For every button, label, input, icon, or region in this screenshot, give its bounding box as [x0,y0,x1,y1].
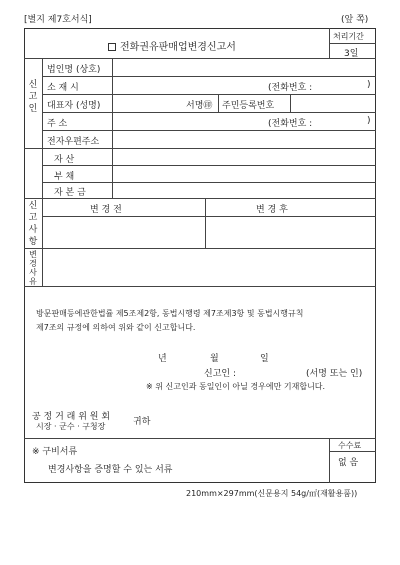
sign-seal-label: 서명㊞ [186,101,213,111]
changes-group-label: 신 고 사 항 [28,201,38,247]
resident-number-label: 주민등록번호 [222,101,275,111]
company-name-label: 법인명 (상호) [47,65,101,75]
capital-label: 자 본 금 [54,188,86,198]
sign-or-seal-label: (서명 또는 인) [306,369,363,379]
domicile-label: 주 소 [47,119,68,129]
form-title-text: 전화권유판매업변경신고서 [120,42,236,53]
representative-label: 대표자 (성명) [47,101,101,111]
reason-group-label: 변 경 사 유 [29,250,37,286]
month-label: 월 [210,354,219,364]
identity-note: ※ 위 신고인과 동일인이 아닐 경우에만 기재합니다. [146,382,326,391]
email-label: 전자우편주소 [47,137,100,147]
fee-label: 수수료 [338,441,362,450]
paper-spec: 210mm×297mm(신문용지 54g/㎡(재활용품)) [186,489,358,498]
declaration-line-1: 방문판매등에관한법률 제5조제2항, 동법시행령 제7조제3항 및 동법시행규칙 [36,309,304,318]
addressee-agency: 공 정 거 래 위 원 회 [32,412,111,422]
form-number: [별지 제7호서식] [24,15,92,25]
reporter-sign-label: 신고인 : [204,369,236,379]
addressee-honorific: 귀하 [133,417,151,427]
day-label: 일 [260,354,269,364]
before-change-label: 변 경 전 [90,205,122,215]
phone-label-2: (전화번호 : [268,119,313,129]
addressee-local: 시장 · 군수 · 구청장 [36,422,106,431]
assets-label: 자 산 [54,155,75,165]
checkbox-icon [108,43,116,51]
page-side-label: (앞 쪽) [341,15,369,25]
liabilities-label: 부 채 [54,172,75,182]
form-title [108,38,236,53]
address-label: 소 재 시 [47,83,79,93]
processing-period-value: 3일 [344,49,359,59]
phone-close-1: ) [367,80,371,90]
reporter-group-label: 신 고 인 [28,80,38,114]
attachment-item: 변경사항을 증명할 수 있는 서류 [48,465,173,475]
processing-period-label: 처리기간 [333,32,364,41]
after-change-label: 변 경 후 [256,205,288,215]
declaration-line-2: 제7조의 규정에 의하여 위와 같이 신고합니다. [36,323,196,332]
phone-close-2: ) [367,116,371,126]
year-label: 년 [158,354,167,364]
fee-value: 없 음 [338,458,359,468]
attachments-label: ※ 구비서류 [32,447,78,457]
phone-label-1: (전화번호 : [268,83,313,93]
